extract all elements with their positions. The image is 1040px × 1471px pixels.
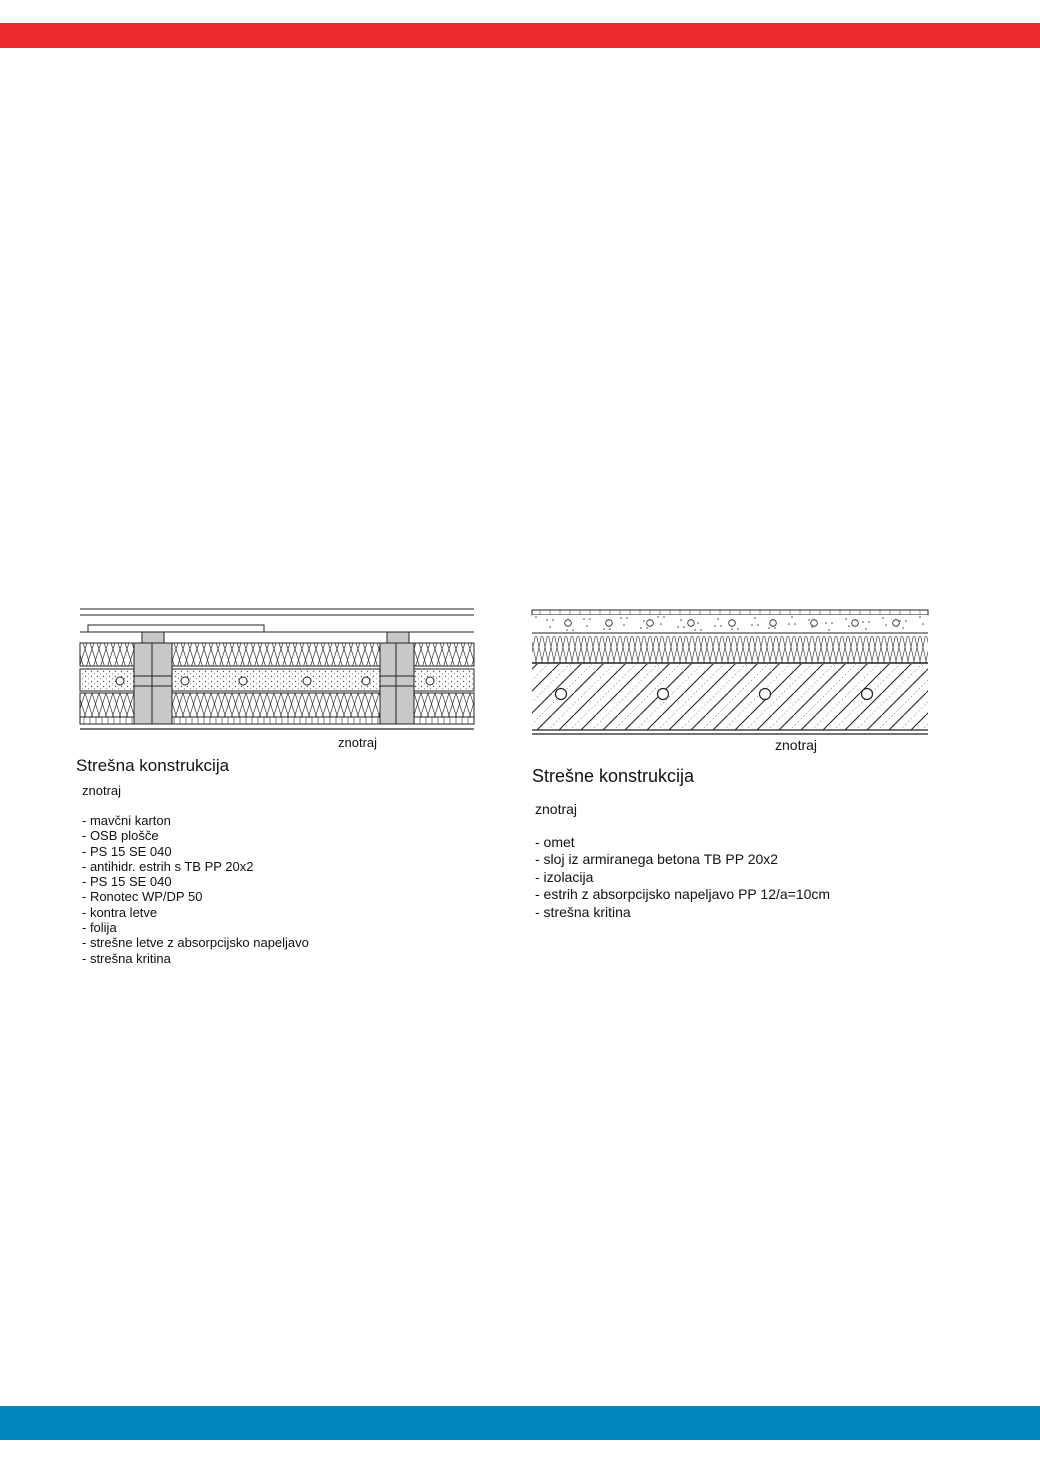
heating-pipe-icon	[239, 677, 247, 685]
aggregate-speck	[566, 629, 568, 631]
aggregate-speck	[623, 624, 625, 626]
aggregate-speck	[825, 622, 827, 624]
layer-item: - strešna kritina	[535, 903, 631, 920]
layer-item: - izolacija	[535, 868, 594, 885]
aggregate-speck	[882, 617, 884, 619]
layer-item: - kontra letve	[82, 904, 158, 920]
aggregate-speck	[663, 616, 665, 618]
heating-pipe-icon	[811, 620, 818, 627]
heating-pipe-icon	[760, 689, 771, 700]
heating-pipe-icon	[658, 689, 669, 700]
aggregate-speck	[546, 619, 548, 621]
aggregate-speck	[754, 617, 756, 619]
top-red-band	[0, 23, 1040, 48]
aggregate-speck	[640, 627, 642, 629]
heating-pipe-icon	[852, 620, 859, 627]
aggregate-speck	[794, 623, 796, 625]
aggregate-speck	[737, 628, 739, 630]
aggregate-speck	[620, 617, 622, 619]
left-roof-section-drawing	[78, 605, 476, 735]
aggregate-speck	[549, 626, 551, 628]
heating-pipe-icon	[729, 620, 736, 627]
aggregate-speck	[868, 621, 870, 623]
left-section-title: Strešna konstrukcija	[76, 756, 230, 775]
right-roof-section-drawing	[530, 605, 932, 739]
aggregate-speck	[757, 624, 759, 626]
layer-item: - antihidr. estrih s TB PP 20x2	[82, 858, 254, 874]
heating-pipe-icon	[770, 620, 777, 627]
heating-pipe-icon	[181, 677, 189, 685]
aggregate-speck	[714, 625, 716, 627]
aggregate-speck	[609, 628, 611, 630]
aggregate-speck	[862, 621, 864, 623]
heating-pipe-icon	[303, 677, 311, 685]
aggregate-speck	[885, 624, 887, 626]
heating-pipe-icon	[556, 689, 567, 700]
aggregate-speck	[700, 629, 702, 631]
aggregate-speck	[683, 626, 685, 628]
aggregate-speck	[694, 629, 696, 631]
aggregate-speck	[535, 616, 537, 618]
layer-item: - folija	[82, 920, 117, 936]
aggregate-speck	[848, 625, 850, 627]
aggregate-speck	[808, 619, 810, 621]
aggregate-speck	[657, 616, 659, 618]
layer-item: - sloj iz armiranega betona TB PP 20x2	[535, 851, 779, 868]
right-inside-caption: znotraj	[775, 737, 818, 753]
layer-item: - estrih z absorpcijsko napeljavo PP 12/a=10cm	[535, 886, 831, 903]
layer-item: - strešne letve z absorpcijsko napeljavo	[82, 935, 309, 951]
aggregate-speck	[720, 625, 722, 627]
heating-pipe-icon	[606, 620, 613, 627]
aggregate-speck	[572, 629, 574, 631]
aggregate-speck	[731, 628, 733, 630]
aggregate-speck	[905, 620, 907, 622]
heating-pipe-icon	[647, 620, 654, 627]
left-inside-caption: znotraj	[338, 735, 378, 750]
aggregate-speck	[811, 626, 813, 628]
layer-item: - PS 15 SE 040	[82, 843, 172, 859]
aggregate-speck	[845, 618, 847, 620]
aggregate-speck	[589, 618, 591, 620]
aggregate-speck	[788, 623, 790, 625]
layer-item: - omet	[535, 834, 575, 850]
aggregate-speck	[680, 619, 682, 621]
aggregate-speck	[646, 627, 648, 629]
aggregate-speck	[552, 619, 554, 621]
heating-pipe-icon	[893, 620, 900, 627]
left-section-subtitle: znotraj	[82, 783, 122, 798]
layer-item: - PS 15 SE 040	[82, 874, 172, 890]
layer-item: - OSB plošče	[82, 828, 159, 844]
heating-pipe-icon	[116, 677, 124, 685]
aggregate-speck	[603, 628, 605, 630]
aggregate-speck	[922, 623, 924, 625]
aggregate-speck	[717, 618, 719, 620]
aggregate-speck	[677, 626, 679, 628]
right-section-subtitle: znotraj	[535, 801, 578, 817]
aggregate-speck	[865, 628, 867, 630]
aggregate-speck	[768, 627, 770, 629]
aggregate-speck	[828, 629, 830, 631]
left-layer-list	[82, 813, 309, 966]
layer-item: - Ronotec WP/DP 50	[82, 889, 203, 905]
right-layer-list	[535, 834, 830, 921]
aggregate-speck	[831, 622, 833, 624]
heating-pipe-icon	[688, 620, 695, 627]
aggregate-speck	[791, 616, 793, 618]
aggregate-speck	[697, 622, 699, 624]
aggregate-speck	[899, 620, 901, 622]
aggregate-speck	[586, 625, 588, 627]
layer-item: - mavčni karton	[82, 813, 171, 828]
aggregate-speck	[919, 616, 921, 618]
aggregate-speck	[774, 627, 776, 629]
heating-pipe-icon	[862, 689, 873, 700]
bottom-blue-band	[0, 1406, 1040, 1440]
aggregate-speck	[626, 617, 628, 619]
aggregate-speck	[583, 618, 585, 620]
aggregate-speck	[643, 620, 645, 622]
heating-pipe-icon	[426, 677, 434, 685]
aggregate-speck	[660, 623, 662, 625]
aggregate-speck	[751, 624, 753, 626]
heating-pipe-icon	[565, 620, 572, 627]
layer-item: - strešna kritina	[82, 950, 171, 966]
aggregate-speck	[902, 627, 904, 629]
heating-pipe-icon	[362, 677, 370, 685]
right-section-title: Strešne konstrukcija	[532, 766, 695, 786]
